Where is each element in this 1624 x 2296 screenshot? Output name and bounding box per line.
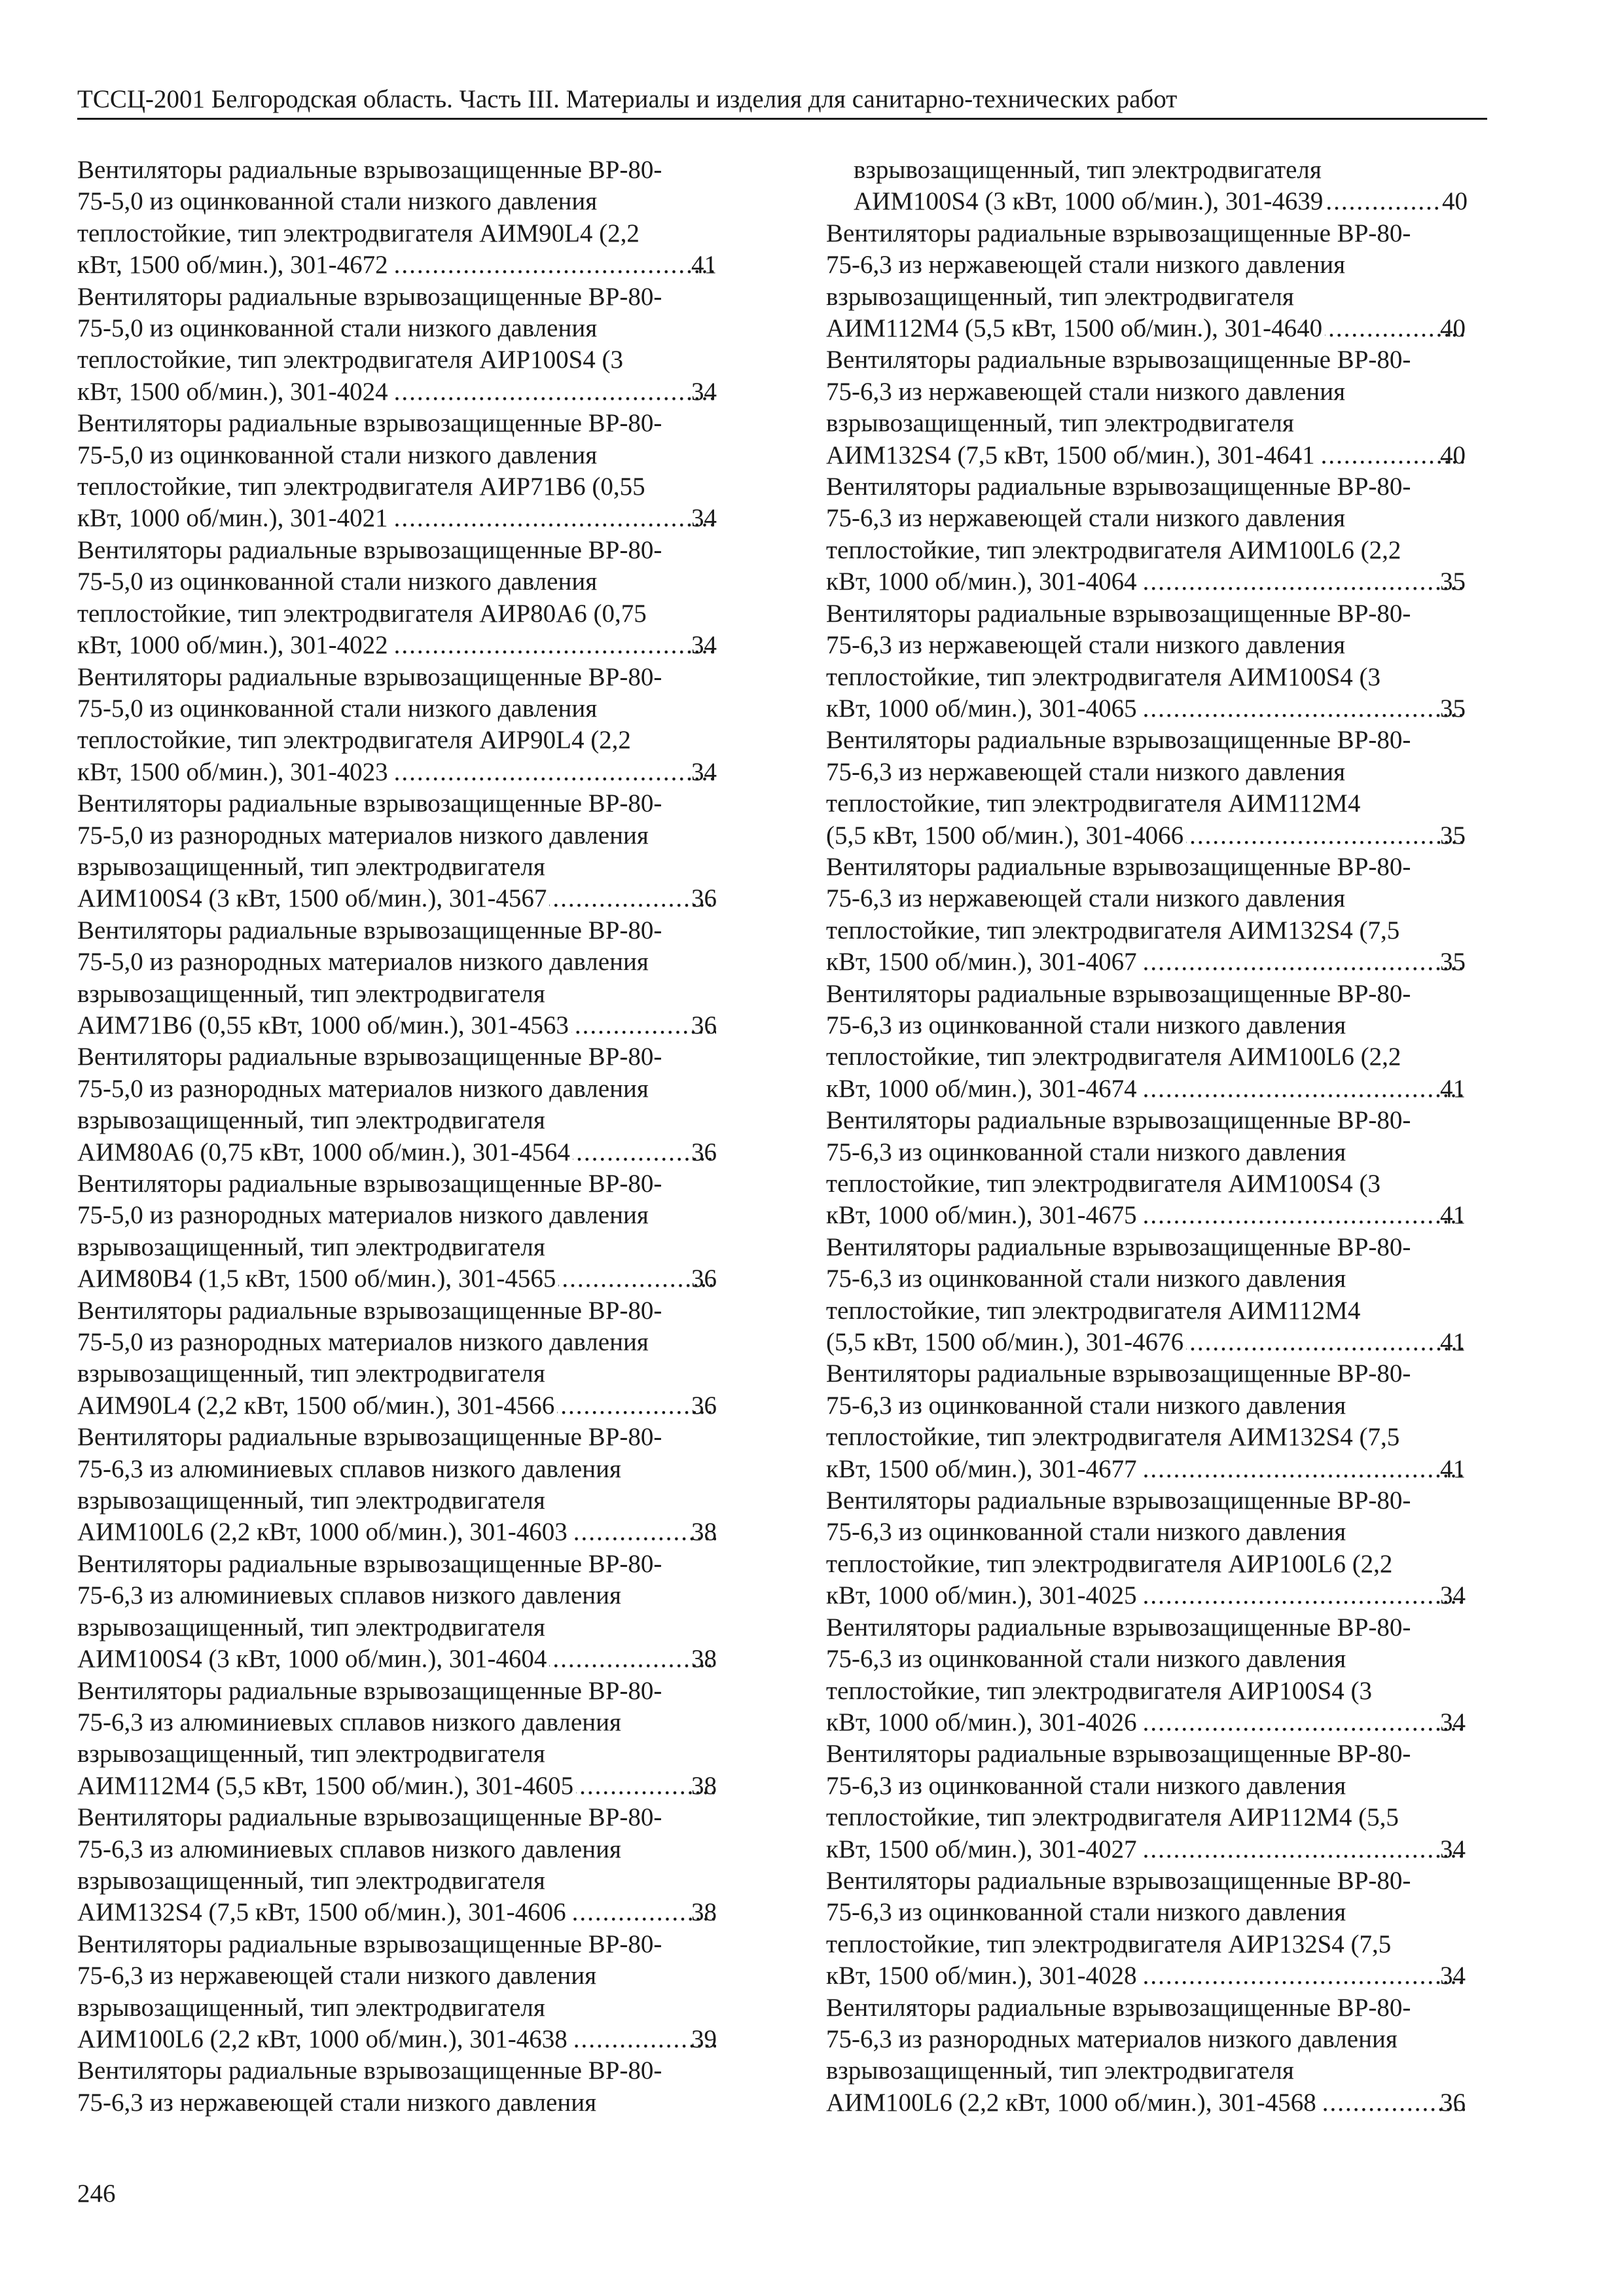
entry-line: теплостойкие, тип электродвигателя АИР71В6 (0,55 bbox=[77, 473, 645, 501]
entry-last-line: АИМ132S4 (7,5 кВт, 1500 об/мин.), 301-4641 ..... 40 bbox=[854, 440, 1468, 471]
index-entry bbox=[77, 1041, 719, 1168]
entry-last-line: АИМ112М4 (5,5 кВт, 1500 об/мин.), 301-4605 ..... 38 bbox=[105, 1770, 719, 1802]
entry-description-end: АИМ112М4 (5,5 кВт, 1500 об/мин.), 301-4605 bbox=[77, 1771, 574, 1800]
entry-line: 75-6,3 из алюминиевых сплавов низкого давления bbox=[77, 1454, 621, 1483]
entry-line: теплостойкие, тип электродвигателя АИМ100L6 (2,2 bbox=[826, 1043, 1401, 1071]
entry-line: Вентиляторы радиальные взрывозащищенные ВР-80- bbox=[826, 1993, 1411, 2022]
entry-line: взрывозащищенный, тип электродвигателя bbox=[854, 156, 1322, 184]
entry-line: Вентиляторы радиальные взрывозащищенные ВР-80- bbox=[77, 535, 662, 564]
entry-line: Вентиляторы радиальные взрывозащищенные ВР-80- bbox=[826, 1613, 1411, 1641]
dot-leader bbox=[391, 249, 716, 281]
entry-line: 75-6,3 из нержавеющей стали низкого давления bbox=[77, 2088, 597, 2117]
entry-description-end: (5,5 кВт, 1500 об/мин.), 301-4066 bbox=[826, 821, 1184, 850]
entry-last-line: кВт, 1000 об/мин.), 301-4065 ..... 35 bbox=[854, 693, 1468, 725]
entry-description-end: АИМ80В4 (1,5 кВт, 1500 об/мин.), 301-4565 bbox=[77, 1265, 556, 1293]
index-entry bbox=[826, 1738, 1468, 1865]
entry-last-line: кВт, 1500 об/мин.), 301-4027 ..... 34 bbox=[854, 1834, 1468, 1865]
entry-last-line: кВт, 1500 об/мин.), 301-4067 ..... 35 bbox=[854, 946, 1468, 978]
entry-line: 75-6,3 из нержавеющей стали низкого давления bbox=[826, 377, 1346, 406]
index-entry bbox=[77, 281, 719, 408]
entry-line: 75-6,3 из оцинкованной стали низкого давления bbox=[826, 1011, 1346, 1039]
entry-line: 75-5,0 из оцинкованной стали низкого давления bbox=[77, 440, 598, 469]
entry-line: Вентиляторы радиальные взрывозащищенные ВР-80- bbox=[77, 156, 662, 184]
entry-line: Вентиляторы радиальные взрывозащищенные ВР-80- bbox=[77, 2056, 662, 2085]
entry-line: теплостойкие, тип электродвигателя АИР112М4 (5,5 bbox=[826, 1803, 1399, 1832]
entry-line: 75-6,3 из алюминиевых сплавов низкого давления bbox=[77, 1708, 621, 1736]
entry-line: теплостойкие, тип электродвигателя АИМ100S4 (3 bbox=[826, 662, 1381, 691]
entry-line: 75-6,3 из оцинкованной стали низкого давления bbox=[826, 1391, 1346, 1420]
entry-line: 75-5,0 из оцинкованной стали низкого давления bbox=[77, 187, 598, 216]
running-header: ТССЦ-2001 Белгородская область. Часть III. Материалы и изделия для санитарно-технических работ bbox=[77, 85, 1178, 113]
entry-line: Вентиляторы радиальные взрывозащищенные ВР-80- bbox=[77, 662, 662, 691]
entry-description-end: кВт, 1000 об/мин.), 301-4021 bbox=[77, 504, 388, 533]
index-entry bbox=[826, 344, 1468, 471]
entry-description-end: кВт, 1000 об/мин.), 301-4065 bbox=[826, 694, 1137, 723]
entry-description-end: АИМ71В6 (0,55 кВт, 1000 об/мин.), 301-4563 bbox=[77, 1011, 569, 1039]
entry-last-line: кВт, 1000 об/мин.), 301-4025 ..... 34 bbox=[854, 1580, 1468, 1611]
entry-description-end: кВт, 1500 об/мин.), 301-4067 bbox=[826, 948, 1137, 977]
entry-line: теплостойкие, тип электродвигателя АИМ90L4 (2,2 bbox=[77, 219, 640, 247]
entry-description-end: АИМ90L4 (2,2 кВт, 1500 об/мин.), 301-4566 bbox=[77, 1391, 555, 1420]
entry-line: Вентиляторы радиальные взрывозащищенные ВР-80- bbox=[826, 599, 1411, 628]
entry-last-line: АИМ132S4 (7,5 кВт, 1500 об/мин.), 301-4606 ..... 38 bbox=[105, 1897, 719, 1928]
entry-line: Вентиляторы радиальные взрывозащищенные ВР-80- bbox=[826, 346, 1411, 374]
index-entry bbox=[826, 1232, 1468, 1359]
entry-description-end: АИМ100L6 (2,2 кВт, 1000 об/мин.), 301-4603 bbox=[77, 1518, 568, 1547]
entry-last-line: кВт, 1000 об/мин.), 301-4674 ..... 41 bbox=[854, 1073, 1468, 1105]
entry-last-line: АИМ100L6 (2,2 кВт, 1000 об/мин.), 301-4603 ..... 38 bbox=[105, 1516, 719, 1548]
index-entry bbox=[77, 915, 719, 1042]
entry-line: теплостойкие, тип электродвигателя АИМ100S4 (3 bbox=[826, 1170, 1381, 1198]
entry-last-line: кВт, 1500 об/мин.), 301-4028 ..... 34 bbox=[854, 1960, 1468, 1992]
entry-line: Вентиляторы радиальные взрывозащищенные ВР-80- bbox=[77, 1043, 662, 1071]
dot-leader bbox=[1140, 946, 1465, 978]
entry-line: 75-6,3 из оцинкованной стали низкого давления bbox=[826, 1898, 1346, 1927]
entry-line: Вентиляторы радиальные взрывозащищенные ВР-80- bbox=[826, 1106, 1411, 1135]
dot-leader bbox=[1140, 1834, 1465, 1865]
entry-line: Вентиляторы радиальные взрывозащищенные ВР-80- bbox=[826, 1740, 1411, 1768]
entry-line: взрывозащищенный, тип электродвигателя bbox=[77, 1232, 545, 1261]
index-entry bbox=[826, 1485, 1468, 1612]
entry-last-line: кВт, 1000 об/мин.), 301-4675 ..... 41 bbox=[854, 1200, 1468, 1231]
entry-last-line: кВт, 1500 об/мин.), 301-4023 ..... 34 bbox=[105, 757, 719, 788]
entry-description-end: кВт, 1000 об/мин.), 301-4675 bbox=[826, 1201, 1137, 1230]
entry-line: Вентиляторы радиальные взрывозащищенные ВР-80- bbox=[77, 1423, 662, 1452]
entry-description-end: кВт, 1500 об/мин.), 301-4677 bbox=[826, 1454, 1137, 1483]
dot-leader bbox=[1140, 1200, 1465, 1231]
entry-last-line: кВт, 1000 об/мин.), 301-4022 ..... 34 bbox=[105, 630, 719, 661]
entry-line: 75-6,3 из нержавеющей стали низкого давления bbox=[826, 251, 1346, 279]
entry-last-line: АИМ112М4 (5,5 кВт, 1500 об/мин.), 301-4640 ..... 40 bbox=[854, 313, 1468, 344]
dot-leader bbox=[391, 630, 716, 661]
index-entry bbox=[77, 1549, 719, 1676]
entry-line: взрывозащищенный, тип электродвигателя bbox=[77, 1486, 545, 1515]
entry-line: 75-6,3 из разнородных материалов низкого давления bbox=[826, 2024, 1398, 2053]
entry-line: 75-6,3 из алюминиевых сплавов низкого давления bbox=[77, 1835, 621, 1863]
entry-line: теплостойкие, тип электродвигателя АИР132S4 (7,5 bbox=[826, 1929, 1392, 1958]
index-entry bbox=[77, 154, 719, 281]
entry-line: теплостойкие, тип электродвигателя АИР100L6 (2,2 bbox=[826, 1549, 1393, 1578]
index-entry bbox=[77, 1676, 719, 1803]
header-rule bbox=[77, 118, 1487, 120]
entry-last-line: (5,5 кВт, 1500 об/мин.), 301-4676 ..... 41 bbox=[854, 1327, 1468, 1358]
dot-leader bbox=[1326, 186, 1439, 217]
index-entry bbox=[77, 662, 719, 789]
dot-leader bbox=[1140, 1960, 1465, 1992]
entry-line: Вентиляторы радиальные взрывозащищенные ВР-80- bbox=[77, 409, 662, 438]
entry-line: 75-6,3 из оцинкованной стали низкого давления bbox=[826, 1138, 1346, 1166]
dot-leader bbox=[1140, 1073, 1465, 1105]
entry-line: теплостойкие, тип электродвигателя АИМ112М4 bbox=[826, 789, 1361, 818]
entry-line: теплостойкие, тип электродвигателя АИМ132S4 (7,5 bbox=[826, 1423, 1400, 1452]
entry-line: Вентиляторы радиальные взрывозащищенные ВР-80- bbox=[826, 1486, 1411, 1515]
index-entry bbox=[77, 535, 719, 662]
entry-line: Вентиляторы радиальные взрывозащищенные ВР-80- bbox=[77, 1549, 662, 1578]
entry-description-end: кВт, 1500 об/мин.), 301-4027 bbox=[826, 1835, 1137, 1863]
entry-line: 75-6,3 из нержавеющей стали низкого давления bbox=[826, 757, 1346, 786]
entry-description-end: АИМ100S4 (3 кВт, 1000 об/мин.), 301-4639 bbox=[854, 187, 1324, 216]
index-entry bbox=[826, 1992, 1468, 2119]
entry-line: Вентиляторы радиальные взрывозащищенные ВР-80- bbox=[826, 1359, 1411, 1388]
entry-line: взрывозащищенный, тип электродвигателя bbox=[77, 1740, 545, 1768]
index-entry bbox=[826, 1358, 1468, 1485]
index-entry bbox=[77, 1422, 719, 1549]
entry-last-line: АИМ100L6 (2,2 кВт, 1000 об/мин.), 301-4638 ..... 39 bbox=[105, 2024, 719, 2055]
entry-description-end: АИМ100S4 (3 кВт, 1000 об/мин.), 301-4604 bbox=[77, 1645, 547, 1674]
dot-leader bbox=[1140, 1707, 1465, 1738]
entry-line: Вентиляторы радиальные взрывозащищенные ВР-80- bbox=[77, 1170, 662, 1198]
entry-description-end: кВт, 1500 об/мин.), 301-4023 bbox=[77, 757, 388, 786]
entry-line: 75-6,3 из алюминиевых сплавов низкого давления bbox=[77, 1581, 621, 1610]
entry-description-end: АИМ132S4 (7,5 кВт, 1500 об/мин.), 301-4606 bbox=[77, 1898, 566, 1927]
entry-description-end: кВт, 1500 об/мин.), 301-4028 bbox=[826, 1962, 1137, 1990]
entry-line: Вентиляторы радиальные взрывозащищенные ВР-80- bbox=[77, 916, 662, 944]
index-column-right bbox=[826, 154, 1468, 2119]
index-entry bbox=[826, 852, 1468, 978]
entry-description-end: АИМ112М4 (5,5 кВт, 1500 об/мин.), 301-4640 bbox=[826, 314, 1323, 343]
entry-line: Вентиляторы радиальные взрывозащищенные ВР-80- bbox=[77, 1296, 662, 1325]
entry-page-ref: 40 bbox=[1442, 187, 1468, 216]
entry-line: 75-5,0 из разнородных материалов низкого давления bbox=[77, 948, 649, 977]
entry-description-end: АИМ100S4 (3 кВт, 1500 об/мин.), 301-4567 bbox=[77, 884, 547, 913]
entry-last-line: АИМ80В4 (1,5 кВт, 1500 об/мин.), 301-4565 ..... 36 bbox=[105, 1263, 719, 1295]
entry-description-end: кВт, 1000 об/мин.), 301-4022 bbox=[77, 631, 388, 660]
entry-last-line: кВт, 1500 об/мин.), 301-4024 ..... 34 bbox=[105, 376, 719, 408]
entry-line: 75-6,3 из нержавеющей стали низкого давления bbox=[826, 504, 1346, 533]
entry-description-end: кВт, 1500 об/мин.), 301-4672 bbox=[77, 251, 388, 279]
index-entry bbox=[826, 598, 1468, 725]
entry-line: взрывозащищенный, тип электродвигателя bbox=[826, 2056, 1294, 2085]
entry-description-end: кВт, 1500 об/мин.), 301-4024 bbox=[77, 377, 388, 406]
entry-description-end: кВт, 1000 об/мин.), 301-4064 bbox=[826, 567, 1137, 596]
entry-line: Вентиляторы радиальные взрывозащищенные ВР-80- bbox=[77, 1929, 662, 1958]
entry-description-end: АИМ132S4 (7,5 кВт, 1500 об/мин.), 301-4641 bbox=[826, 440, 1315, 469]
entry-line: теплостойкие, тип электродвигателя АИР100S4 (3 bbox=[77, 346, 624, 374]
entry-line: теплостойкие, тип электродвигателя АИР90L4 (2,2 bbox=[77, 726, 631, 755]
entry-last-line: (5,5 кВт, 1500 об/мин.), 301-4066 ..... 35 bbox=[854, 820, 1468, 852]
entry-line: 75-5,0 из разнородных материалов низкого давления bbox=[77, 1201, 649, 1230]
entry-line: 75-5,0 из разнородных материалов низкого давления bbox=[77, 821, 649, 850]
entry-line: теплостойкие, тип электродвигателя АИР100S4 (3 bbox=[826, 1676, 1373, 1705]
index-entry bbox=[77, 408, 719, 535]
dot-leader bbox=[1186, 820, 1465, 852]
entry-line: взрывозащищенный, тип электродвигателя bbox=[77, 1613, 545, 1641]
entry-line: взрывозащищенный, тип электродвигателя bbox=[77, 1359, 545, 1388]
entry-last-line: кВт, 1500 об/мин.), 301-4672 ..... 41 bbox=[105, 249, 719, 281]
dot-leader bbox=[391, 376, 716, 408]
entry-line: Вентиляторы радиальные взрывозащищенные ВР-80- bbox=[826, 1232, 1411, 1261]
entry-line: 75-6,3 из нержавеющей стали низкого давления bbox=[826, 884, 1346, 913]
entry-line: 75-6,3 из оцинкованной стали низкого давления bbox=[826, 1265, 1346, 1293]
entry-last-line: кВт, 1500 об/мин.), 301-4677 ..... 41 bbox=[854, 1454, 1468, 1485]
entry-line: Вентиляторы радиальные взрывозащищенные ВР-80- bbox=[826, 1866, 1411, 1895]
entry-description-end: АИМ80А6 (0,75 кВт, 1000 об/мин.), 301-4564 bbox=[77, 1138, 571, 1166]
entry-line: 75-5,0 из оцинкованной стали низкого давления bbox=[77, 567, 598, 596]
index-entry bbox=[826, 218, 1468, 345]
entry-line: 75-6,3 из нержавеющей стали низкого давления bbox=[77, 1962, 597, 1990]
index-column-left bbox=[77, 154, 719, 2119]
entry-line: 75-5,0 из разнородных материалов низкого давления bbox=[77, 1328, 649, 1357]
entry-line: теплостойкие, тип электродвигателя АИМ112М4 bbox=[826, 1296, 1361, 1325]
entry-last-line: АИМ80А6 (0,75 кВт, 1000 об/мин.), 301-4564 ..... 36 bbox=[105, 1137, 719, 1168]
entry-description-end: АИМ100L6 (2,2 кВт, 1000 об/мин.), 301-4568 bbox=[826, 2088, 1316, 2117]
entry-line: взрывозащищенный, тип электродвигателя bbox=[77, 979, 545, 1008]
entry-last-line bbox=[854, 186, 1468, 217]
index-entry bbox=[826, 1865, 1468, 1992]
index-entry bbox=[826, 154, 1468, 218]
entry-line: взрывозащищенный, тип электродвигателя bbox=[77, 852, 545, 881]
entry-last-line: кВт, 1000 об/мин.), 301-4064 ..... 35 bbox=[854, 566, 1468, 598]
dot-leader bbox=[1186, 1327, 1465, 1358]
entry-line: Вентиляторы радиальные взрывозащищенные ВР-80- bbox=[826, 852, 1411, 881]
entry-line: 75-5,0 из оцинкованной стали низкого давления bbox=[77, 694, 598, 723]
dot-leader bbox=[1140, 566, 1465, 598]
entry-description-end: кВт, 1000 об/мин.), 301-4674 bbox=[826, 1074, 1137, 1103]
entry-last-line: АИМ71В6 (0,55 кВт, 1000 об/мин.), 301-4563 ..... 36 bbox=[105, 1010, 719, 1041]
dot-leader bbox=[1140, 1580, 1465, 1611]
entry-line: взрывозащищенный, тип электродвигателя bbox=[77, 1993, 545, 2022]
entry-line: Вентиляторы радиальные взрывозащищенные ВР-80- bbox=[77, 282, 662, 311]
index-entry bbox=[77, 2055, 719, 2119]
entry-line: 75-5,0 из оцинкованной стали низкого давления bbox=[77, 314, 598, 343]
entry-last-line: АИМ100S4 (3 кВт, 1500 об/мин.), 301-4567 ..... 36 bbox=[105, 883, 719, 914]
entry-last-line: кВт, 1000 об/мин.), 301-4026 ..... 34 bbox=[854, 1707, 1468, 1738]
index-entry bbox=[77, 788, 719, 915]
entry-last-line: АИМ90L4 (2,2 кВт, 1500 об/мин.), 301-4566 ..... 36 bbox=[105, 1390, 719, 1422]
index-entry bbox=[826, 1612, 1468, 1739]
entry-line: 75-6,3 из оцинкованной стали низкого давления bbox=[826, 1645, 1346, 1674]
index-entry bbox=[77, 1168, 719, 1295]
entry-line: взрывозащищенный, тип электродвигателя bbox=[826, 282, 1294, 311]
index-entry bbox=[826, 978, 1468, 1105]
dot-leader bbox=[391, 503, 716, 534]
index-entry bbox=[826, 471, 1468, 598]
entry-last-line: АИМ100L6 (2,2 кВт, 1000 об/мин.), 301-4568 ..... 36 bbox=[854, 2087, 1468, 2119]
entry-line: теплостойкие, тип электродвигателя АИМ132S4 (7,5 bbox=[826, 916, 1400, 944]
entry-line: Вентиляторы радиальные взрывозащищенные ВР-80- bbox=[826, 219, 1411, 247]
entry-line: Вентиляторы радиальные взрывозащищенные ВР-80- bbox=[826, 726, 1411, 755]
entry-description-end: кВт, 1000 об/мин.), 301-4025 bbox=[826, 1581, 1137, 1610]
entry-last-line: кВт, 1000 об/мин.), 301-4021 ..... 34 bbox=[105, 503, 719, 534]
entry-line: взрывозащищенный, тип электродвигателя bbox=[77, 1106, 545, 1135]
entry-line: Вентиляторы радиальные взрывозащищенные ВР-80- bbox=[77, 789, 662, 818]
entry-line: 75-5,0 из разнородных материалов низкого давления bbox=[77, 1074, 649, 1103]
entry-description-end: кВт, 1000 об/мин.), 301-4026 bbox=[826, 1708, 1137, 1736]
entry-description-end: (5,5 кВт, 1500 об/мин.), 301-4676 bbox=[826, 1328, 1184, 1357]
index-entry bbox=[826, 1105, 1468, 1232]
entry-line: взрывозащищенный, тип электродвигателя bbox=[77, 1866, 545, 1895]
entry-line: Вентиляторы радиальные взрывозащищенные ВР-80- bbox=[77, 1676, 662, 1705]
entry-line: 75-6,3 из нержавеющей стали низкого давления bbox=[826, 631, 1346, 660]
index-entry bbox=[77, 1802, 719, 1929]
dot-leader bbox=[391, 757, 716, 788]
index-entry bbox=[826, 725, 1468, 852]
dot-leader bbox=[1140, 1454, 1465, 1485]
entry-last-line: АИМ100S4 (3 кВт, 1000 об/мин.), 301-4604 ..... 38 bbox=[105, 1643, 719, 1675]
entry-line: 75-6,3 из оцинкованной стали низкого давления bbox=[826, 1771, 1346, 1800]
entry-line: 75-6,3 из оцинкованной стали низкого давления bbox=[826, 1518, 1346, 1547]
entry-line: Вентиляторы радиальные взрывозащищенные ВР-80- bbox=[77, 1803, 662, 1832]
entry-line: теплостойкие, тип электродвигателя АИМ100L6 (2,2 bbox=[826, 535, 1401, 564]
entry-line: взрывозащищенный, тип электродвигателя bbox=[826, 409, 1294, 438]
entry-line: теплостойкие, тип электродвигателя АИР80А6 (0,75 bbox=[77, 599, 647, 628]
entry-line: Вентиляторы радиальные взрывозащищенные ВР-80- bbox=[826, 473, 1411, 501]
dot-leader bbox=[1140, 693, 1465, 725]
index-entry bbox=[77, 1295, 719, 1422]
entry-line: Вентиляторы радиальные взрывозащищенные ВР-80- bbox=[826, 979, 1411, 1008]
page-number: 246 bbox=[77, 2179, 116, 2208]
index-entry bbox=[77, 1929, 719, 2056]
entry-description-end: АИМ100L6 (2,2 кВт, 1000 об/мин.), 301-4638 bbox=[77, 2024, 568, 2053]
